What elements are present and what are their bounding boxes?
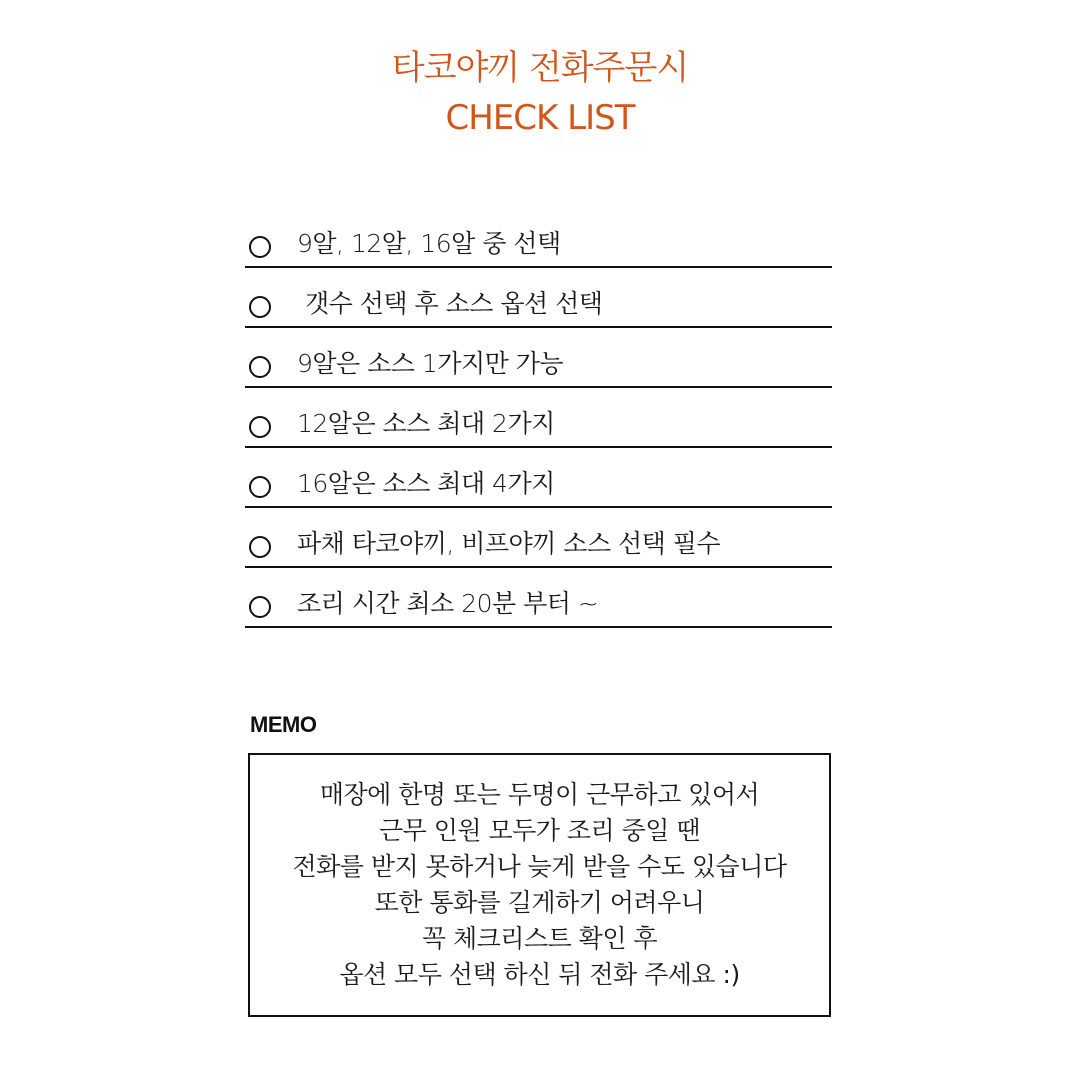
checklist-item-label: 갯수 선택 후 소스 옵션 선택 <box>305 289 603 318</box>
checklist-item <box>245 568 832 628</box>
memo-box <box>248 753 831 1017</box>
checklist-item <box>245 328 832 388</box>
checklist-item-label: 12알은 소스 최대 2가지 <box>297 409 555 438</box>
checklist-item-label: 9알은 소스 1가지만 가능 <box>297 349 564 378</box>
checklist-item <box>245 268 832 328</box>
memo-line: 전화를 받지 못하거나 늦게 받을 수도 있습니다 <box>292 852 787 881</box>
memo-line: 옵션 모두 선택 하신 뒤 전화 주세요 :) <box>339 960 740 989</box>
memo-line: 또한 통화를 길게하기 어려우니 <box>374 888 705 917</box>
checkbox-circle-icon[interactable] <box>249 536 271 558</box>
checklist-item-label: 16알은 소스 최대 4가지 <box>297 469 555 498</box>
checklist-item-label: 조리 시간 최소 20분 부터 ~ <box>297 589 599 618</box>
checkbox-circle-icon[interactable] <box>249 476 271 498</box>
memo-line: 근무 인원 모두가 조리 중일 땐 <box>378 816 701 845</box>
title-line-2: CHECK LIST <box>445 98 635 138</box>
checkbox-circle-icon[interactable] <box>249 236 271 258</box>
checkbox-circle-icon[interactable] <box>249 296 271 318</box>
memo-heading: MEMO <box>250 712 317 737</box>
title-line-1: 타코야끼 전화주문시 <box>391 48 689 88</box>
checklist-item <box>245 388 832 448</box>
checkbox-circle-icon[interactable] <box>249 416 271 438</box>
memo-line: 매장에 한명 또는 두명이 근무하고 있어서 <box>319 780 760 809</box>
checklist-item-label: 9알, 12알, 16알 중 선택 <box>297 229 561 258</box>
checkbox-circle-icon[interactable] <box>249 596 271 618</box>
checklist-item <box>245 208 832 268</box>
checklist-item <box>245 508 832 568</box>
checklist <box>245 208 832 628</box>
checklist-item <box>245 448 832 508</box>
checklist-item-label: 파채 타코야끼, 비프야끼 소스 선택 필수 <box>297 529 721 558</box>
memo-line: 꼭 체크리스트 확인 후 <box>421 924 658 953</box>
checkbox-circle-icon[interactable] <box>249 356 271 378</box>
